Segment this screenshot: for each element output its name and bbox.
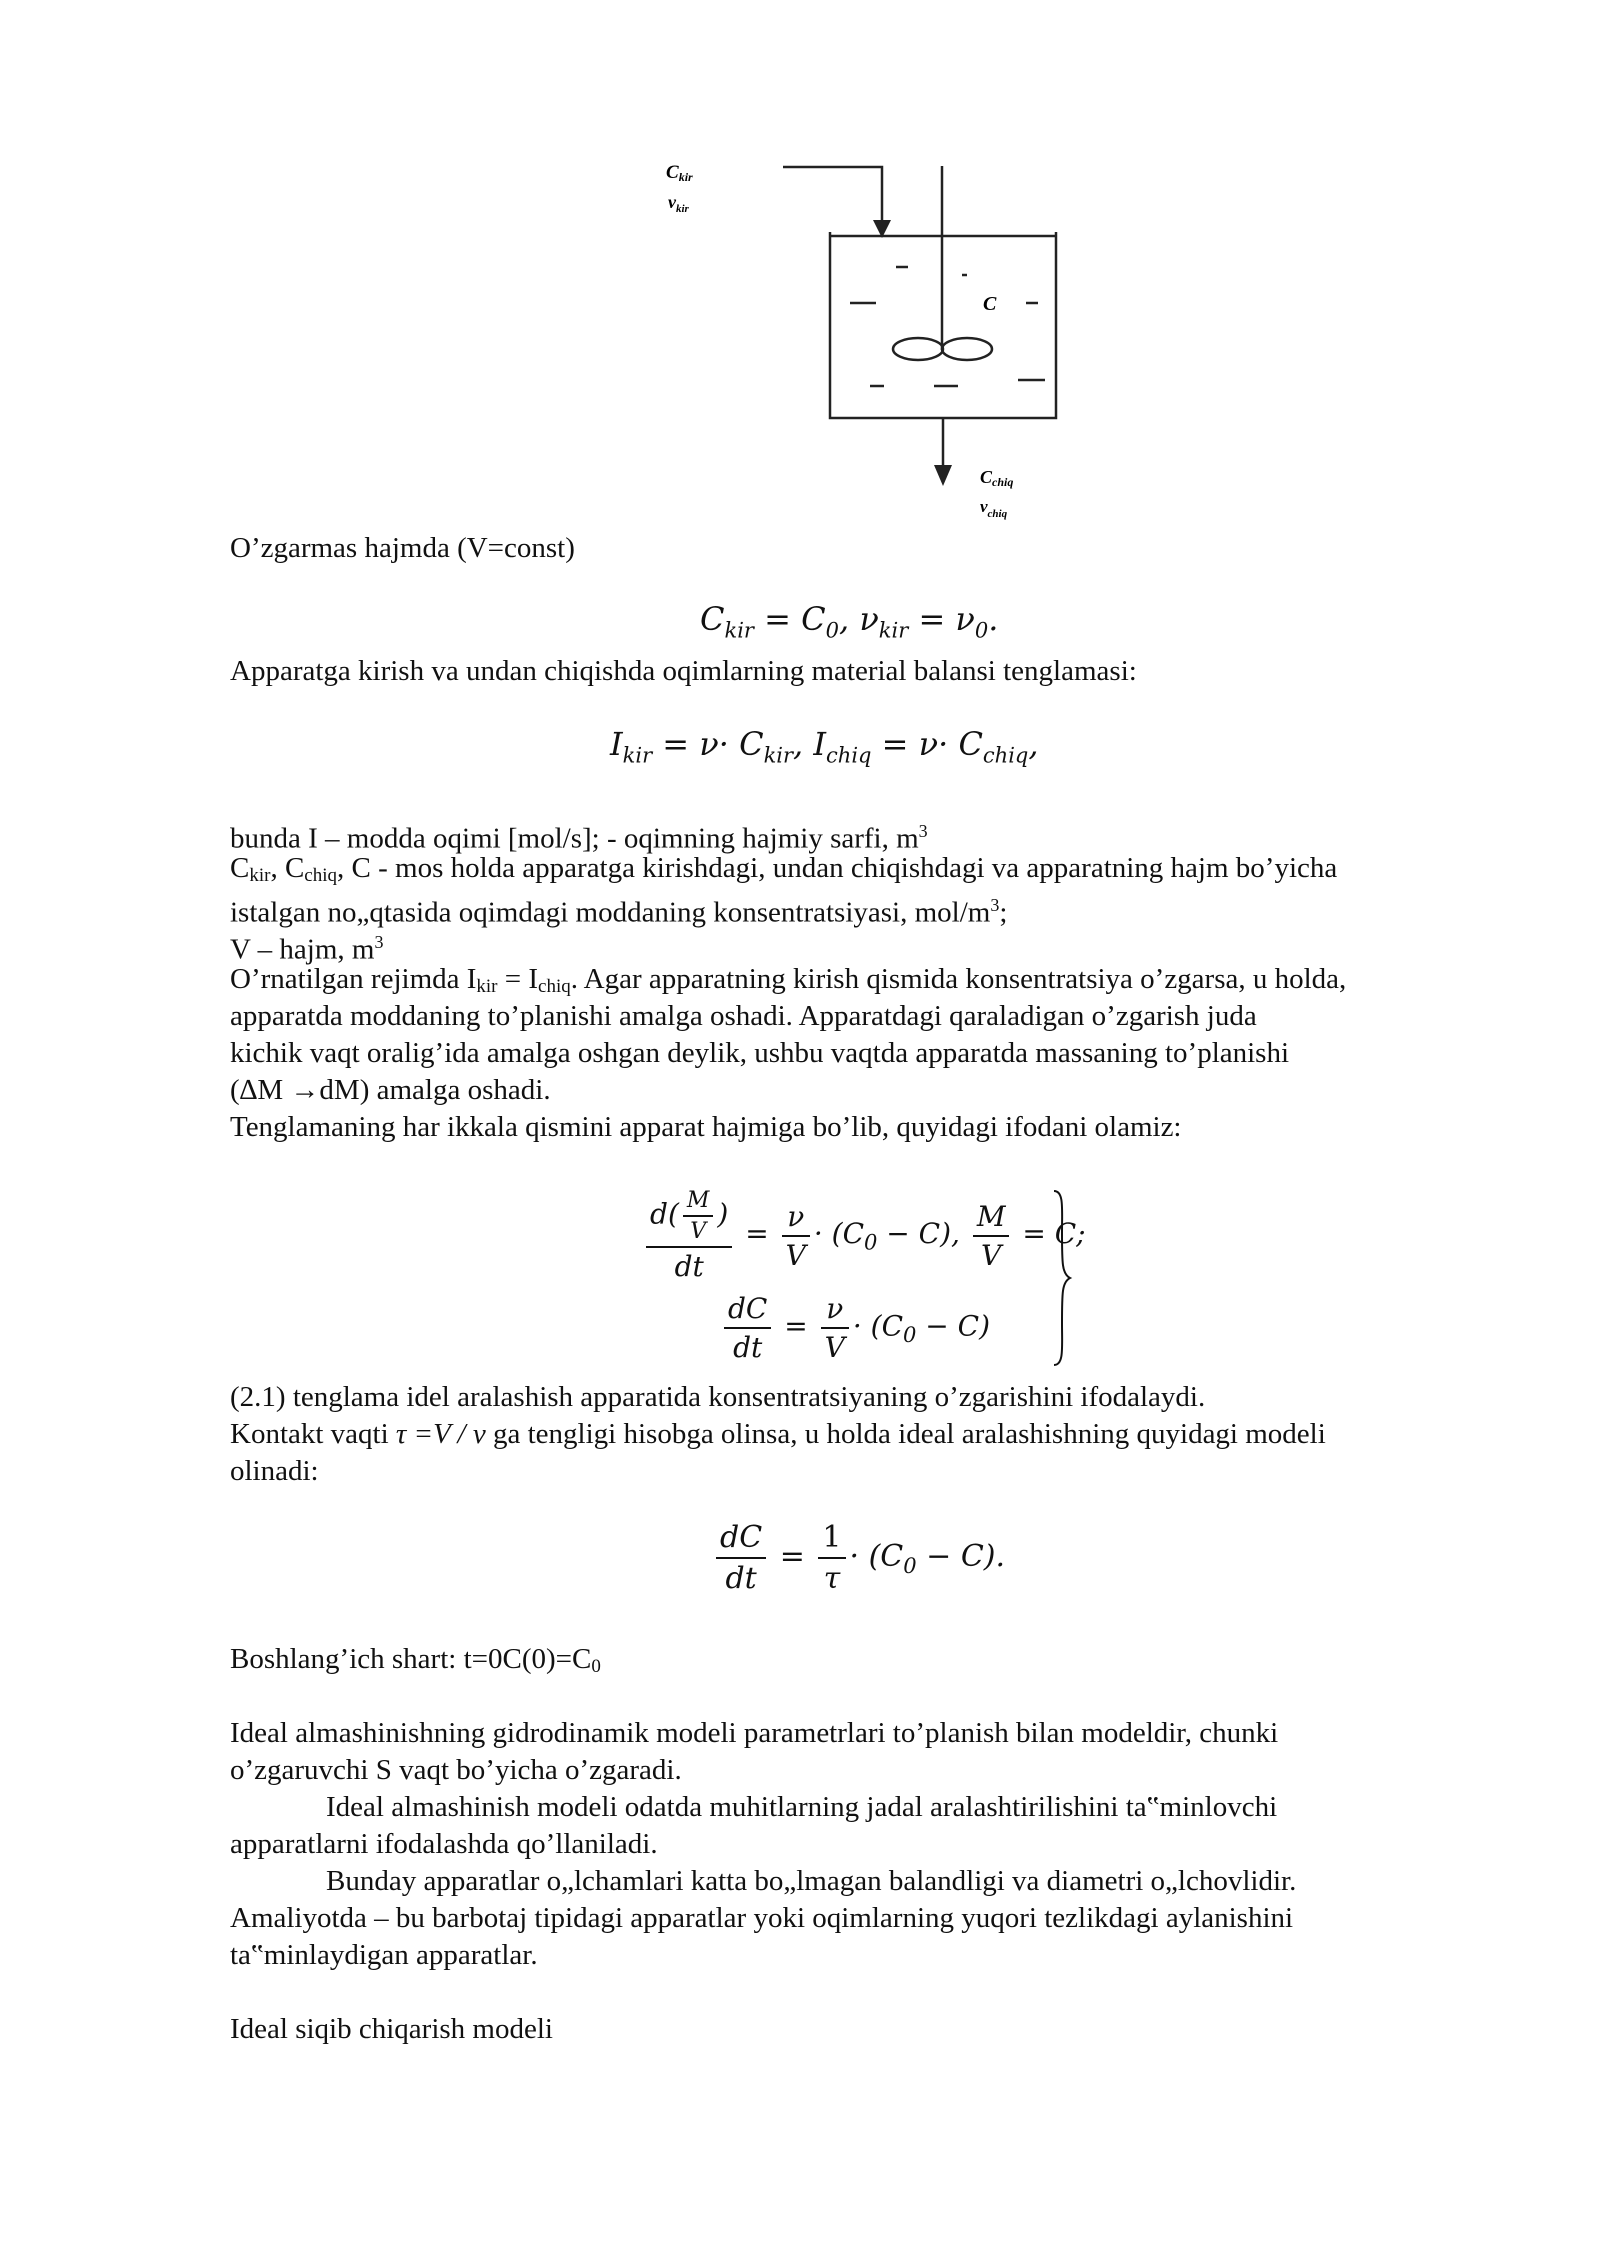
paragraph-accumulation: apparatda moddaning to’planishi amalga oshadi. Apparatdagi qaraladigan o’zgarish juda [230, 1000, 1257, 1032]
paragraph-constant-volume: O’zgarmas hajmda (V=const) [230, 532, 575, 564]
diagram-v-in-label: $v_{kir}$ [668, 192, 689, 215]
diagram-c-out-label: Cchiq [980, 467, 1014, 489]
paragraph-eq-2-1-description: (2.1) tenglama idel aralashish apparatida konsentratsiyaning o’zgarishini ifodalaydi. [230, 1381, 1206, 1413]
paragraph-concentrations-def: Ckir, Cchiq, C - mos holda apparatga kirishdagi, undan chiqishdagi va apparatning hajm bo’yicha [230, 852, 1338, 886]
paragraph-apparatus-dimensions: Bunday apparatlar o„lchamlari katta bo„lmagan balandligi va diametri o„lchovlidir. [326, 1865, 1297, 1897]
impeller-left-blade [893, 338, 943, 360]
paragraph-initial-condition: Boshlang’ich shart: t=0C(0)=C0 [230, 1643, 601, 1677]
paragraph-mass-change: (∆M →dM) amalga oshadi. [230, 1074, 551, 1106]
paragraph-practice-examples-cont: ta‟minlaydigan apparatlar. [230, 1939, 538, 1971]
paragraph-material-balance-intro: Apparatga kirish va undan chiqishda oqimlarning material balansi tenglamasi: [230, 655, 1137, 687]
equation-inlet-conditions: $C_{kir} = C_0$, $\nu_{kir} = \nu_0$. [700, 600, 999, 643]
paragraph-practice-examples: Amaliyotda – bu barbotaj tipidagi apparatlar yoki oqimlarning yuqori tezlikdagi aylanishini [230, 1902, 1294, 1934]
paragraph-ideal-exchange-usage: Ideal almashinish modeli odatda muhitlarning jadal aralashtirilishini ta‟minlovchi [326, 1791, 1278, 1823]
right-brace-icon [1050, 1188, 1074, 1368]
paragraph-divide-volume: Tenglamaning har ikkala qismini apparat hajmiga bo’lib, quyidagi ifodani olamiz: [230, 1111, 1182, 1143]
equation-ideal-mixing-model: $\frac{dC}{dt}$ = $\frac{1}{\tau}$ · $(C_0 - C)$. [712, 1520, 1005, 1596]
section-heading-ideal-displacement: Ideal siqib chiqarish modeli [230, 2013, 553, 2045]
paragraph-contact-time: Kontakt vaqti τ =V / ν ga tengligi hisobga olinsa, u holda ideal aralashishning quyidagi modeli [230, 1418, 1326, 1450]
paragraph-concentrations-def-cont: istalgan no„qtasida oqimdagi moddaning konsentratsiyasi, mol/$m^3$; [230, 895, 1008, 929]
paragraph-hydrodynamic-model: Ideal almashinishning gidrodinamik modeli parametrlari to’planish bilan modeldir, chunki [230, 1717, 1279, 1749]
impeller-right-blade [942, 338, 992, 360]
diagram-v-out-label: $v_{chiq}$ [980, 497, 1008, 520]
paragraph-hydrodynamic-model-cont: o’zgaruvchi S vaqt bo’yicha o’zgaradi. [230, 1754, 682, 1786]
inlet-pipe [783, 167, 882, 228]
paragraph-obtained: olinadi: [230, 1455, 319, 1487]
equation-system-2-1: d( $\frac{M}{V}$ ) dt = $\frac{\nu}{V}$ · $(C_0 - C)$, $\frac{M}{V}$ = C; $\frac{dC}{dt}$ = $\frac{\nu}{V}$ · $(C_0 - C)$ [642, 1188, 1072, 1368]
diagram-c-inside-label: C [983, 293, 997, 315]
equation-material-flows: $I_{kir} = \nu\cdot C_{kir}$, $I_{chiq} = \nu\cdot C_{chiq}$, [610, 725, 1039, 768]
diagram-c-in-label: Ckir [666, 162, 693, 184]
paragraph-volume-def: V – hajm, $m^3$ [230, 932, 384, 966]
outlet-arrow-icon [934, 465, 952, 486]
paragraph-steady-state: O’rnatilgan rejimda Ikir = Ichiq. Agar apparatning kirish qismida konsentratsiya o’zgarsa, u holda, [230, 963, 1347, 997]
liquid-dashes [850, 267, 1045, 386]
ideal-mixing-apparatus-diagram [640, 150, 1080, 540]
paragraph-small-interval: kichik vaqt oralig’ida amalga oshgan deylik, ushbu vaqtda apparatda massaning to’planishi [230, 1037, 1290, 1069]
paragraph-where-i: bunda I – modda oqimi [mol/s]; - oqimning hajmiy sarfi, $m^3$ [230, 821, 928, 855]
paragraph-ideal-exchange-usage-cont: apparatlarni ifodalashda qo’llaniladi. [230, 1828, 658, 1860]
